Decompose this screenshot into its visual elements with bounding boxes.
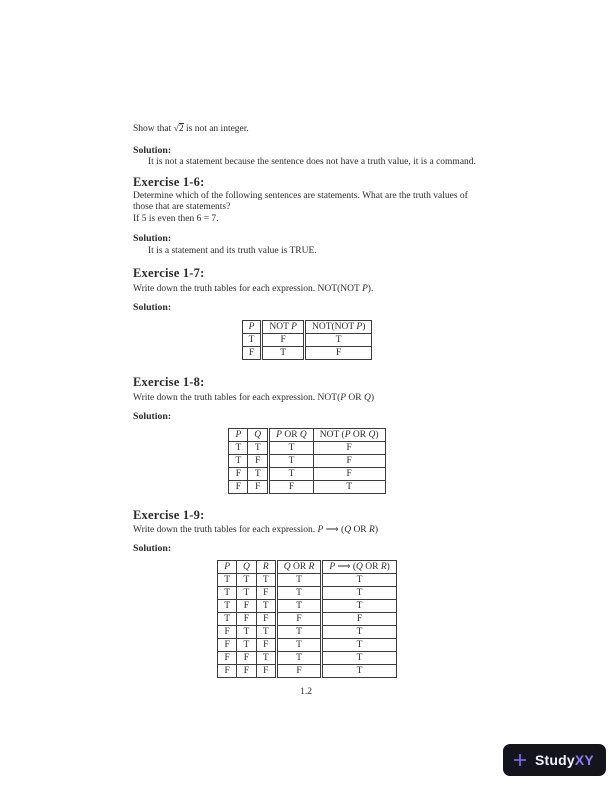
- truth-table-cell: F: [237, 652, 257, 665]
- radical-sign: √: [173, 124, 179, 134]
- truth-table-cell: T: [276, 600, 322, 613]
- truth-table-cell: T: [313, 481, 385, 494]
- truth-table-cell: F: [218, 652, 237, 665]
- truth-table-row: [218, 626, 397, 639]
- truth-table-row: [218, 574, 397, 587]
- truth-table-cell: T: [218, 574, 237, 587]
- truth-table-cell: T: [322, 639, 396, 652]
- truth-table-header-cell: P: [242, 321, 262, 334]
- truth-table-cell: T: [237, 587, 257, 600]
- truth-table-cell: F: [322, 613, 396, 626]
- truth-table-container: [133, 428, 481, 494]
- truth-table-cell: T: [237, 639, 257, 652]
- brand-name-accent: XY: [574, 752, 594, 768]
- exercise-heading-1-7: Exercise 1-7:: [133, 266, 205, 280]
- exercise-1-6-body: Determine which of the following sentences are statements. What are the truth values of those that are statements?: [133, 190, 468, 212]
- truth-table-cell: T: [237, 626, 257, 639]
- truth-table-row: [218, 652, 397, 665]
- truth-table-cell: T: [248, 468, 269, 481]
- truth-table-row: [229, 468, 385, 481]
- truth-table-row: [218, 639, 397, 652]
- truth-table-row: [242, 347, 372, 360]
- page-number: 1.2: [300, 687, 312, 697]
- brand-badge: [503, 744, 606, 776]
- truth-table-cell: F: [269, 481, 314, 494]
- truth-table-header-cell: P ⟹ (Q OR R): [322, 561, 396, 574]
- truth-table-header-row: [218, 561, 397, 574]
- truth-table-p-implies-q-or-r: [217, 560, 397, 678]
- truth-table-cell: F: [276, 613, 322, 626]
- truth-table-cell: F: [276, 665, 322, 678]
- truth-table-container: [133, 320, 481, 360]
- truth-table-cell: T: [269, 455, 314, 468]
- exercise-1-6-statement: If 5 is even then 6 = 7.: [133, 213, 219, 224]
- truth-table-header-cell: P OR Q: [269, 429, 314, 442]
- truth-table-cell: T: [322, 587, 396, 600]
- truth-table-cell: T: [322, 600, 396, 613]
- solution-text: It is a statement and its truth value is TRUE.: [148, 245, 317, 256]
- truth-table-cell: F: [237, 600, 257, 613]
- truth-table-cell: T: [269, 442, 314, 455]
- truth-table-cell: T: [256, 652, 276, 665]
- truth-table-cell: F: [229, 468, 248, 481]
- solution-label: Solution:: [133, 542, 172, 554]
- truth-table-cell: T: [218, 600, 237, 613]
- brand-name: [535, 752, 594, 768]
- statement-text-pre: Show that: [133, 124, 174, 134]
- truth-table-cell: T: [276, 639, 322, 652]
- truth-table-cell: T: [262, 347, 305, 360]
- truth-table-cell: F: [313, 455, 385, 468]
- exercise-1-9-prompt: Write down the truth tables for each expression. P ⟹ (Q OR R): [133, 525, 378, 535]
- radicand: 2: [178, 124, 184, 134]
- truth-table-row: [218, 600, 397, 613]
- solution-text: It is not a statement because the sentence does not have a truth value, it is a command.: [148, 157, 476, 167]
- truth-table-cell: F: [262, 334, 305, 347]
- truth-table-cell: F: [256, 613, 276, 626]
- truth-table-header-cell: P: [218, 561, 237, 574]
- truth-table-cell: T: [248, 442, 269, 455]
- truth-table-cell: T: [256, 600, 276, 613]
- truth-table-header-row: [242, 321, 372, 334]
- sqrt-expression: [174, 124, 184, 136]
- truth-table-cell: F: [242, 347, 262, 360]
- truth-table-cell: T: [276, 587, 322, 600]
- truth-table-header-cell: NOT P: [262, 321, 305, 334]
- truth-table-header-cell: Q: [237, 561, 257, 574]
- truth-table-cell: T: [237, 574, 257, 587]
- truth-table-cell: F: [256, 587, 276, 600]
- truth-table-cell: F: [218, 665, 237, 678]
- truth-table-cell: T: [218, 587, 237, 600]
- truth-table-cell: F: [248, 481, 269, 494]
- truth-table-cell: T: [322, 574, 396, 587]
- exercise-1-8-prompt: Write down the truth tables for each expression. NOT(P OR Q): [133, 393, 375, 403]
- plus-icon: [512, 752, 528, 768]
- truth-table-cell: F: [237, 613, 257, 626]
- truth-table-header-cell: Q OR R: [276, 561, 322, 574]
- document-content: [133, 124, 481, 678]
- solution-label: Solution:: [133, 410, 172, 422]
- statement-sentence: [133, 124, 481, 136]
- solution-label: Solution:: [133, 233, 172, 244]
- truth-table-header-cell: Q: [248, 429, 269, 442]
- solution-label: Solution:: [133, 144, 172, 156]
- statement-text-post: is not an integer.: [183, 124, 249, 134]
- truth-table-row: [242, 334, 372, 347]
- exercise-heading-1-8: Exercise 1-8:: [133, 375, 205, 389]
- truth-table-cell: F: [248, 455, 269, 468]
- truth-table-row: [218, 613, 397, 626]
- truth-table-cell: F: [237, 665, 257, 678]
- truth-table-cell: T: [322, 626, 396, 639]
- truth-table-row: [218, 665, 397, 678]
- exercise-1-7-prompt: Write down the truth tables for each expression. NOT(NOT P).: [133, 284, 374, 294]
- exercise-heading-1-6: Exercise 1-6:: [133, 174, 205, 189]
- truth-table-cell: F: [229, 481, 248, 494]
- truth-table-cell: F: [313, 442, 385, 455]
- truth-table-cell: T: [242, 334, 262, 347]
- truth-table-cell: T: [276, 652, 322, 665]
- truth-table-cell: T: [229, 455, 248, 468]
- truth-table-header-cell: P: [229, 429, 248, 442]
- truth-table-cell: F: [256, 665, 276, 678]
- truth-table-cell: F: [313, 468, 385, 481]
- truth-table-not-p-or-q: [228, 428, 385, 494]
- truth-table-cell: T: [276, 574, 322, 587]
- truth-table-row: [229, 455, 385, 468]
- truth-table-cell: T: [269, 468, 314, 481]
- truth-table-header-cell: R: [256, 561, 276, 574]
- exercise-heading-1-9: Exercise 1-9:: [133, 508, 205, 522]
- truth-table-container: [133, 560, 481, 678]
- truth-table-cell: T: [322, 652, 396, 665]
- solution-label: Solution:: [133, 301, 172, 313]
- truth-table-cell: T: [256, 574, 276, 587]
- truth-table-cell: T: [322, 665, 396, 678]
- truth-table-cell: T: [229, 442, 248, 455]
- truth-table-row: [229, 481, 385, 494]
- truth-table-cell: F: [304, 347, 371, 360]
- truth-table-cell: T: [256, 626, 276, 639]
- truth-table-header-cell: NOT(NOT P): [304, 321, 371, 334]
- truth-table-not-not-p: [242, 320, 373, 360]
- truth-table-cell: T: [276, 626, 322, 639]
- brand-name-primary: Study: [535, 752, 575, 768]
- truth-table-row: [229, 442, 385, 455]
- truth-table-row: [218, 587, 397, 600]
- truth-table-cell: T: [218, 613, 237, 626]
- truth-table-cell: F: [256, 639, 276, 652]
- truth-table-header-cell: NOT (P OR Q): [313, 429, 385, 442]
- truth-table-header-row: [229, 429, 385, 442]
- truth-table-cell: F: [218, 626, 237, 639]
- truth-table-cell: T: [304, 334, 371, 347]
- truth-table-cell: F: [218, 639, 237, 652]
